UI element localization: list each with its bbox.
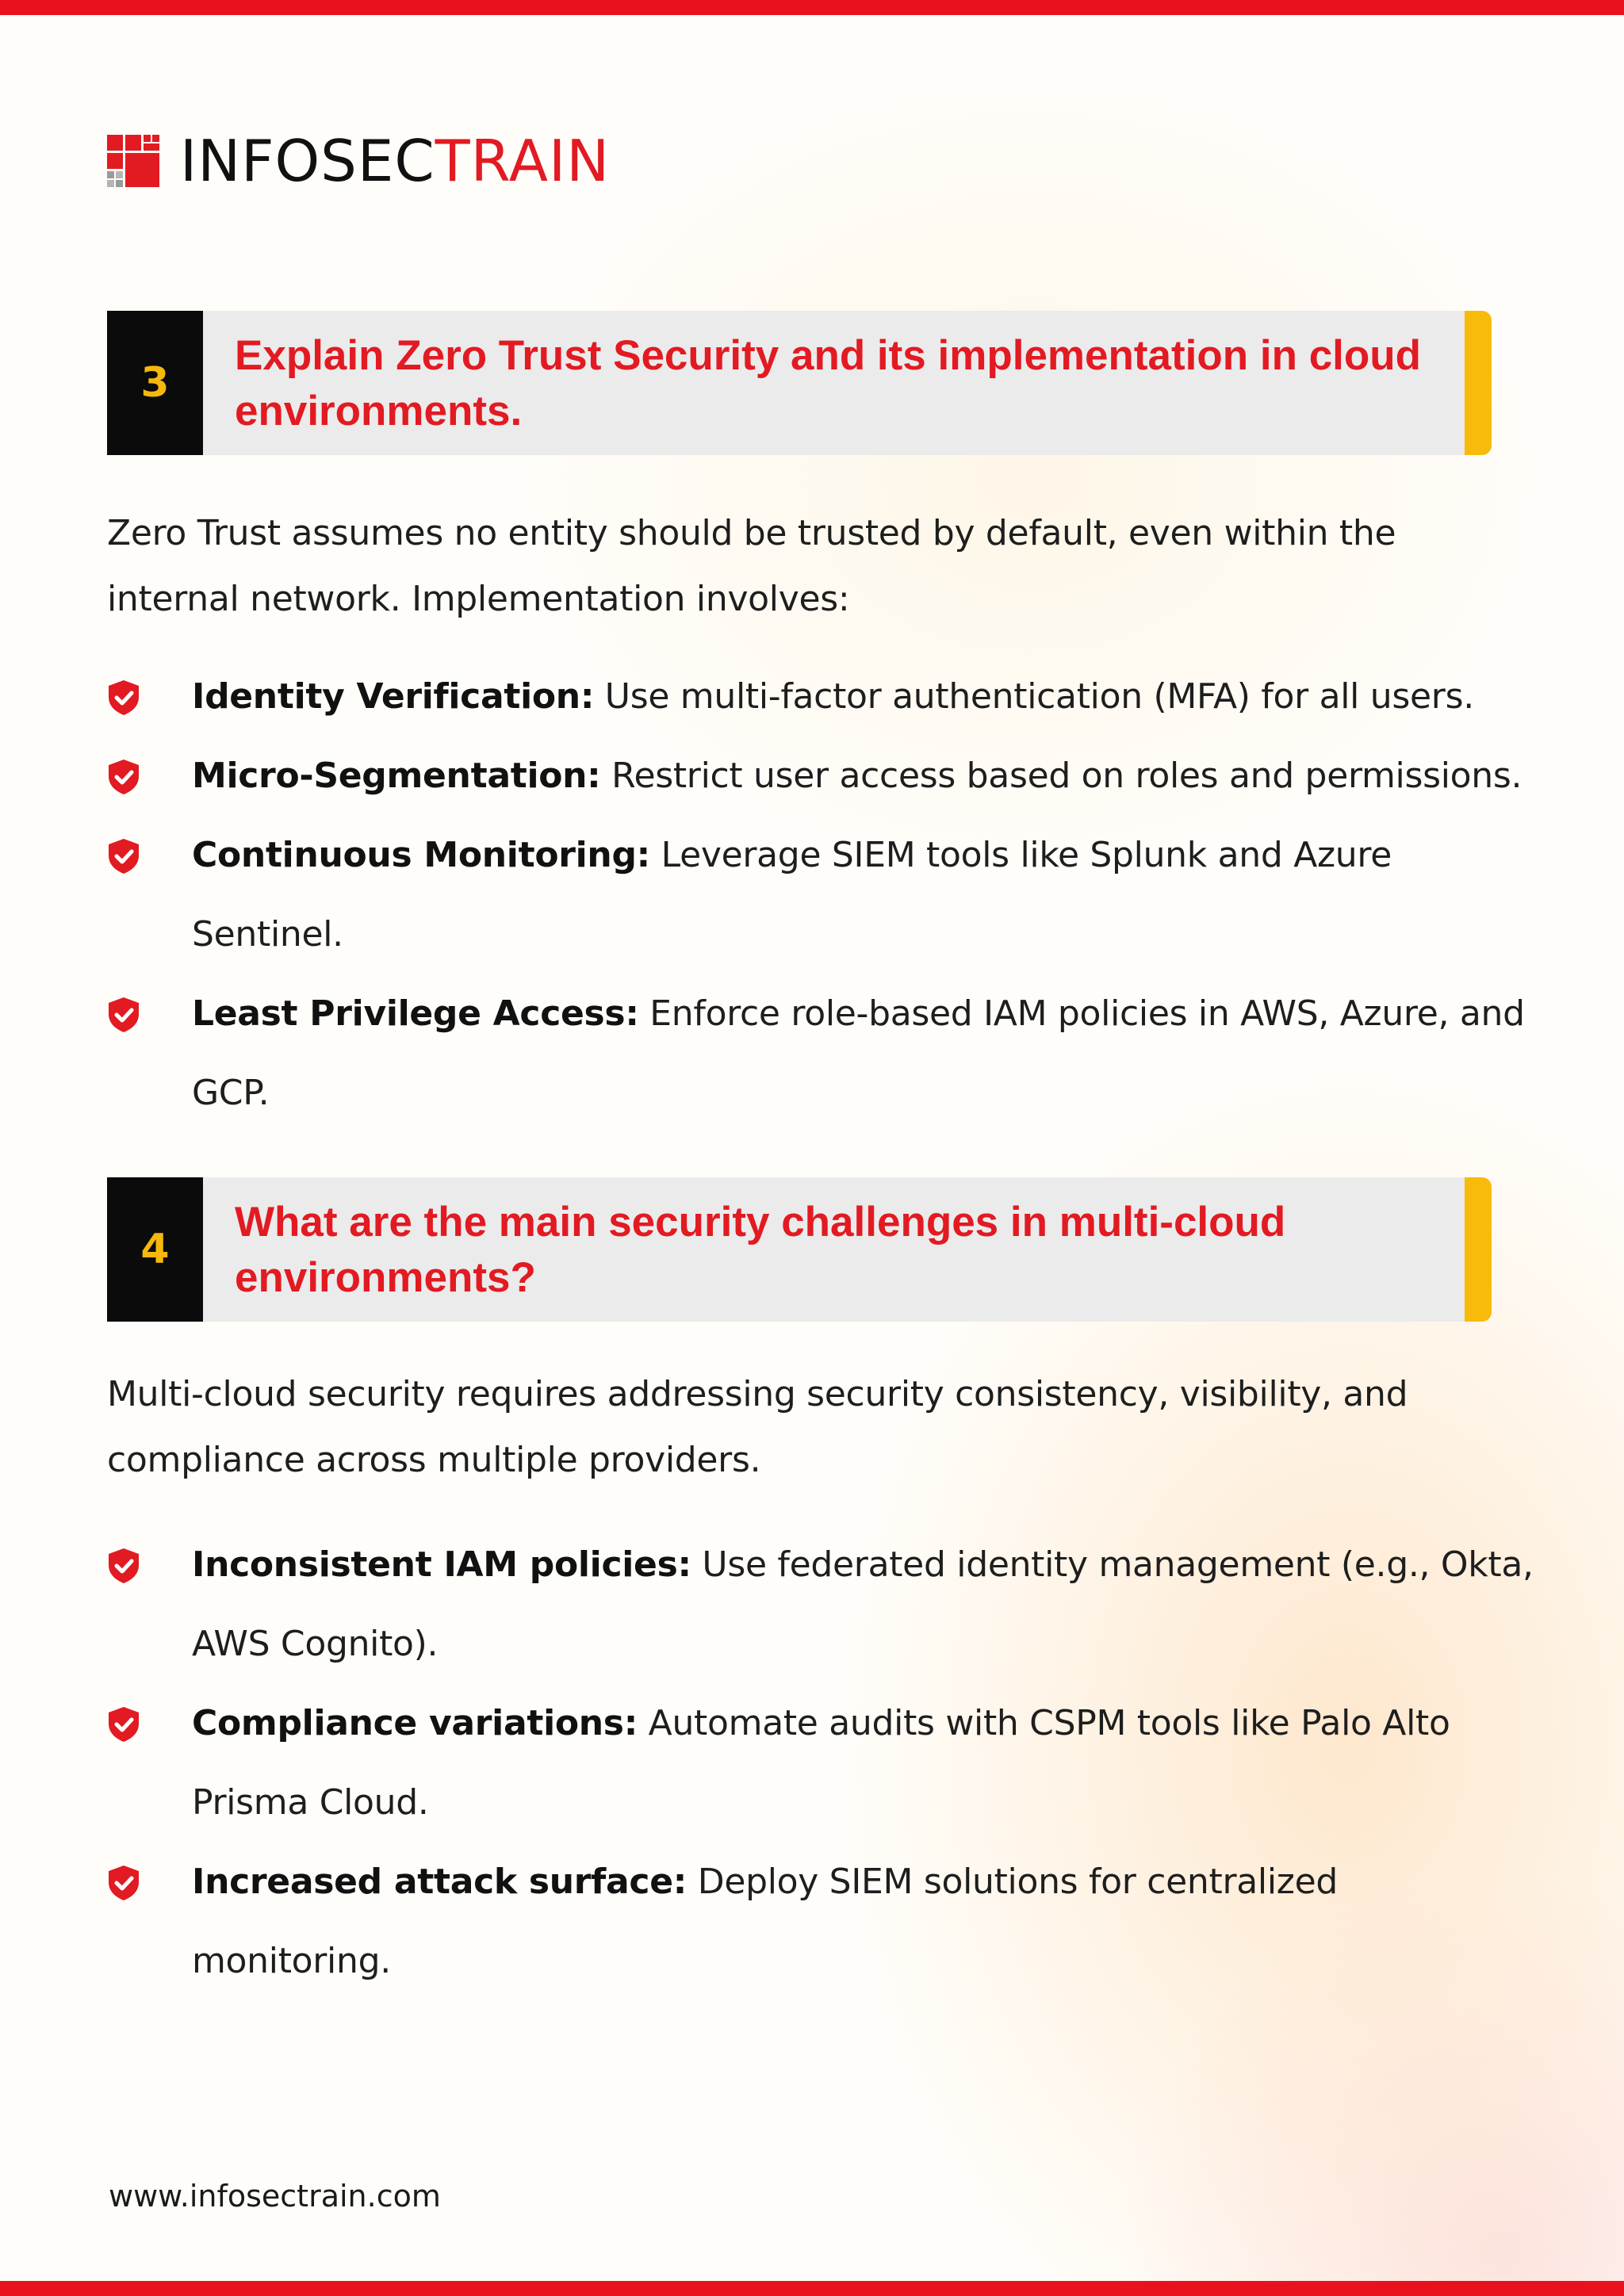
item-label: Micro-Segmentation: bbox=[192, 756, 601, 796]
header-accent bbox=[1465, 1177, 1492, 1322]
item-text: Automate audits with CSPM tools like Palo Alto Prisma Cloud. bbox=[192, 1703, 1450, 1823]
list-item bbox=[107, 974, 1534, 1133]
shield-check-icon bbox=[107, 1706, 140, 1743]
list-item bbox=[107, 1843, 1534, 2001]
question-number: 3 bbox=[107, 311, 203, 455]
shield-check-icon bbox=[107, 997, 140, 1033]
shield-check-icon bbox=[107, 679, 140, 716]
list-item bbox=[107, 816, 1534, 974]
section-intro: Multi-cloud security requires addressing security consistency, visibility, and compliance across multiple providers. bbox=[107, 1374, 1408, 1480]
shield-check-icon bbox=[107, 1865, 140, 1901]
logo-text-train: TRAIN bbox=[435, 128, 611, 194]
item-text: Enforce role-based IAM policies in AWS, Azure, and GCP. bbox=[192, 993, 1525, 1113]
item-label: Continuous Monitoring: bbox=[192, 835, 650, 875]
logo-grid-icon bbox=[107, 135, 159, 187]
logo-text-infosec: INFOSEC bbox=[180, 128, 435, 194]
item-text: Deploy SIEM solutions for centralized monitoring. bbox=[192, 1862, 1338, 1981]
shield-check-icon bbox=[107, 759, 140, 795]
item-label: Least Privilege Access: bbox=[192, 993, 639, 1034]
shield-check-icon bbox=[107, 1548, 140, 1584]
bullet-list-3 bbox=[107, 657, 1534, 1133]
shield-check-icon bbox=[107, 838, 140, 874]
logo-wordmark bbox=[180, 128, 611, 194]
question-number: 4 bbox=[107, 1177, 203, 1322]
list-item bbox=[107, 657, 1534, 737]
question-title: What are the main security challenges in multi-cloud environments? bbox=[203, 1177, 1465, 1322]
brand-logo bbox=[107, 128, 611, 194]
item-label: Inconsistent IAM policies: bbox=[192, 1544, 691, 1585]
header-accent bbox=[1465, 311, 1492, 455]
item-label: Compliance variations: bbox=[192, 1703, 638, 1743]
bottom-accent-bar bbox=[0, 2281, 1624, 2296]
question-header-3 bbox=[107, 311, 1492, 455]
bullet-list-4 bbox=[107, 1525, 1534, 2001]
item-text: Use federated identity management (e.g., Okta, AWS Cognito). bbox=[192, 1544, 1534, 1664]
question-header-4 bbox=[107, 1177, 1492, 1322]
question-title: Explain Zero Trust Security and its implementation in cloud environments. bbox=[203, 311, 1465, 455]
section-intro: Zero Trust assumes no entity should be trusted by default, even within the internal network. Implementation involves: bbox=[107, 513, 1396, 619]
item-label: Increased attack surface: bbox=[192, 1862, 688, 1902]
item-text: Leverage SIEM tools like Splunk and Azure Sentinel. bbox=[192, 835, 1392, 955]
list-item bbox=[107, 1684, 1534, 1843]
website-link[interactable]: www.infosectrain.com bbox=[109, 2179, 441, 2214]
item-text: Use multi-factor authentication (MFA) for all users. bbox=[594, 676, 1474, 717]
top-accent-bar bbox=[0, 0, 1624, 15]
list-item bbox=[107, 1525, 1534, 1684]
list-item bbox=[107, 737, 1534, 816]
item-label: Identity Verification: bbox=[192, 676, 595, 717]
item-text: Restrict user access based on roles and permissions. bbox=[600, 756, 1522, 796]
